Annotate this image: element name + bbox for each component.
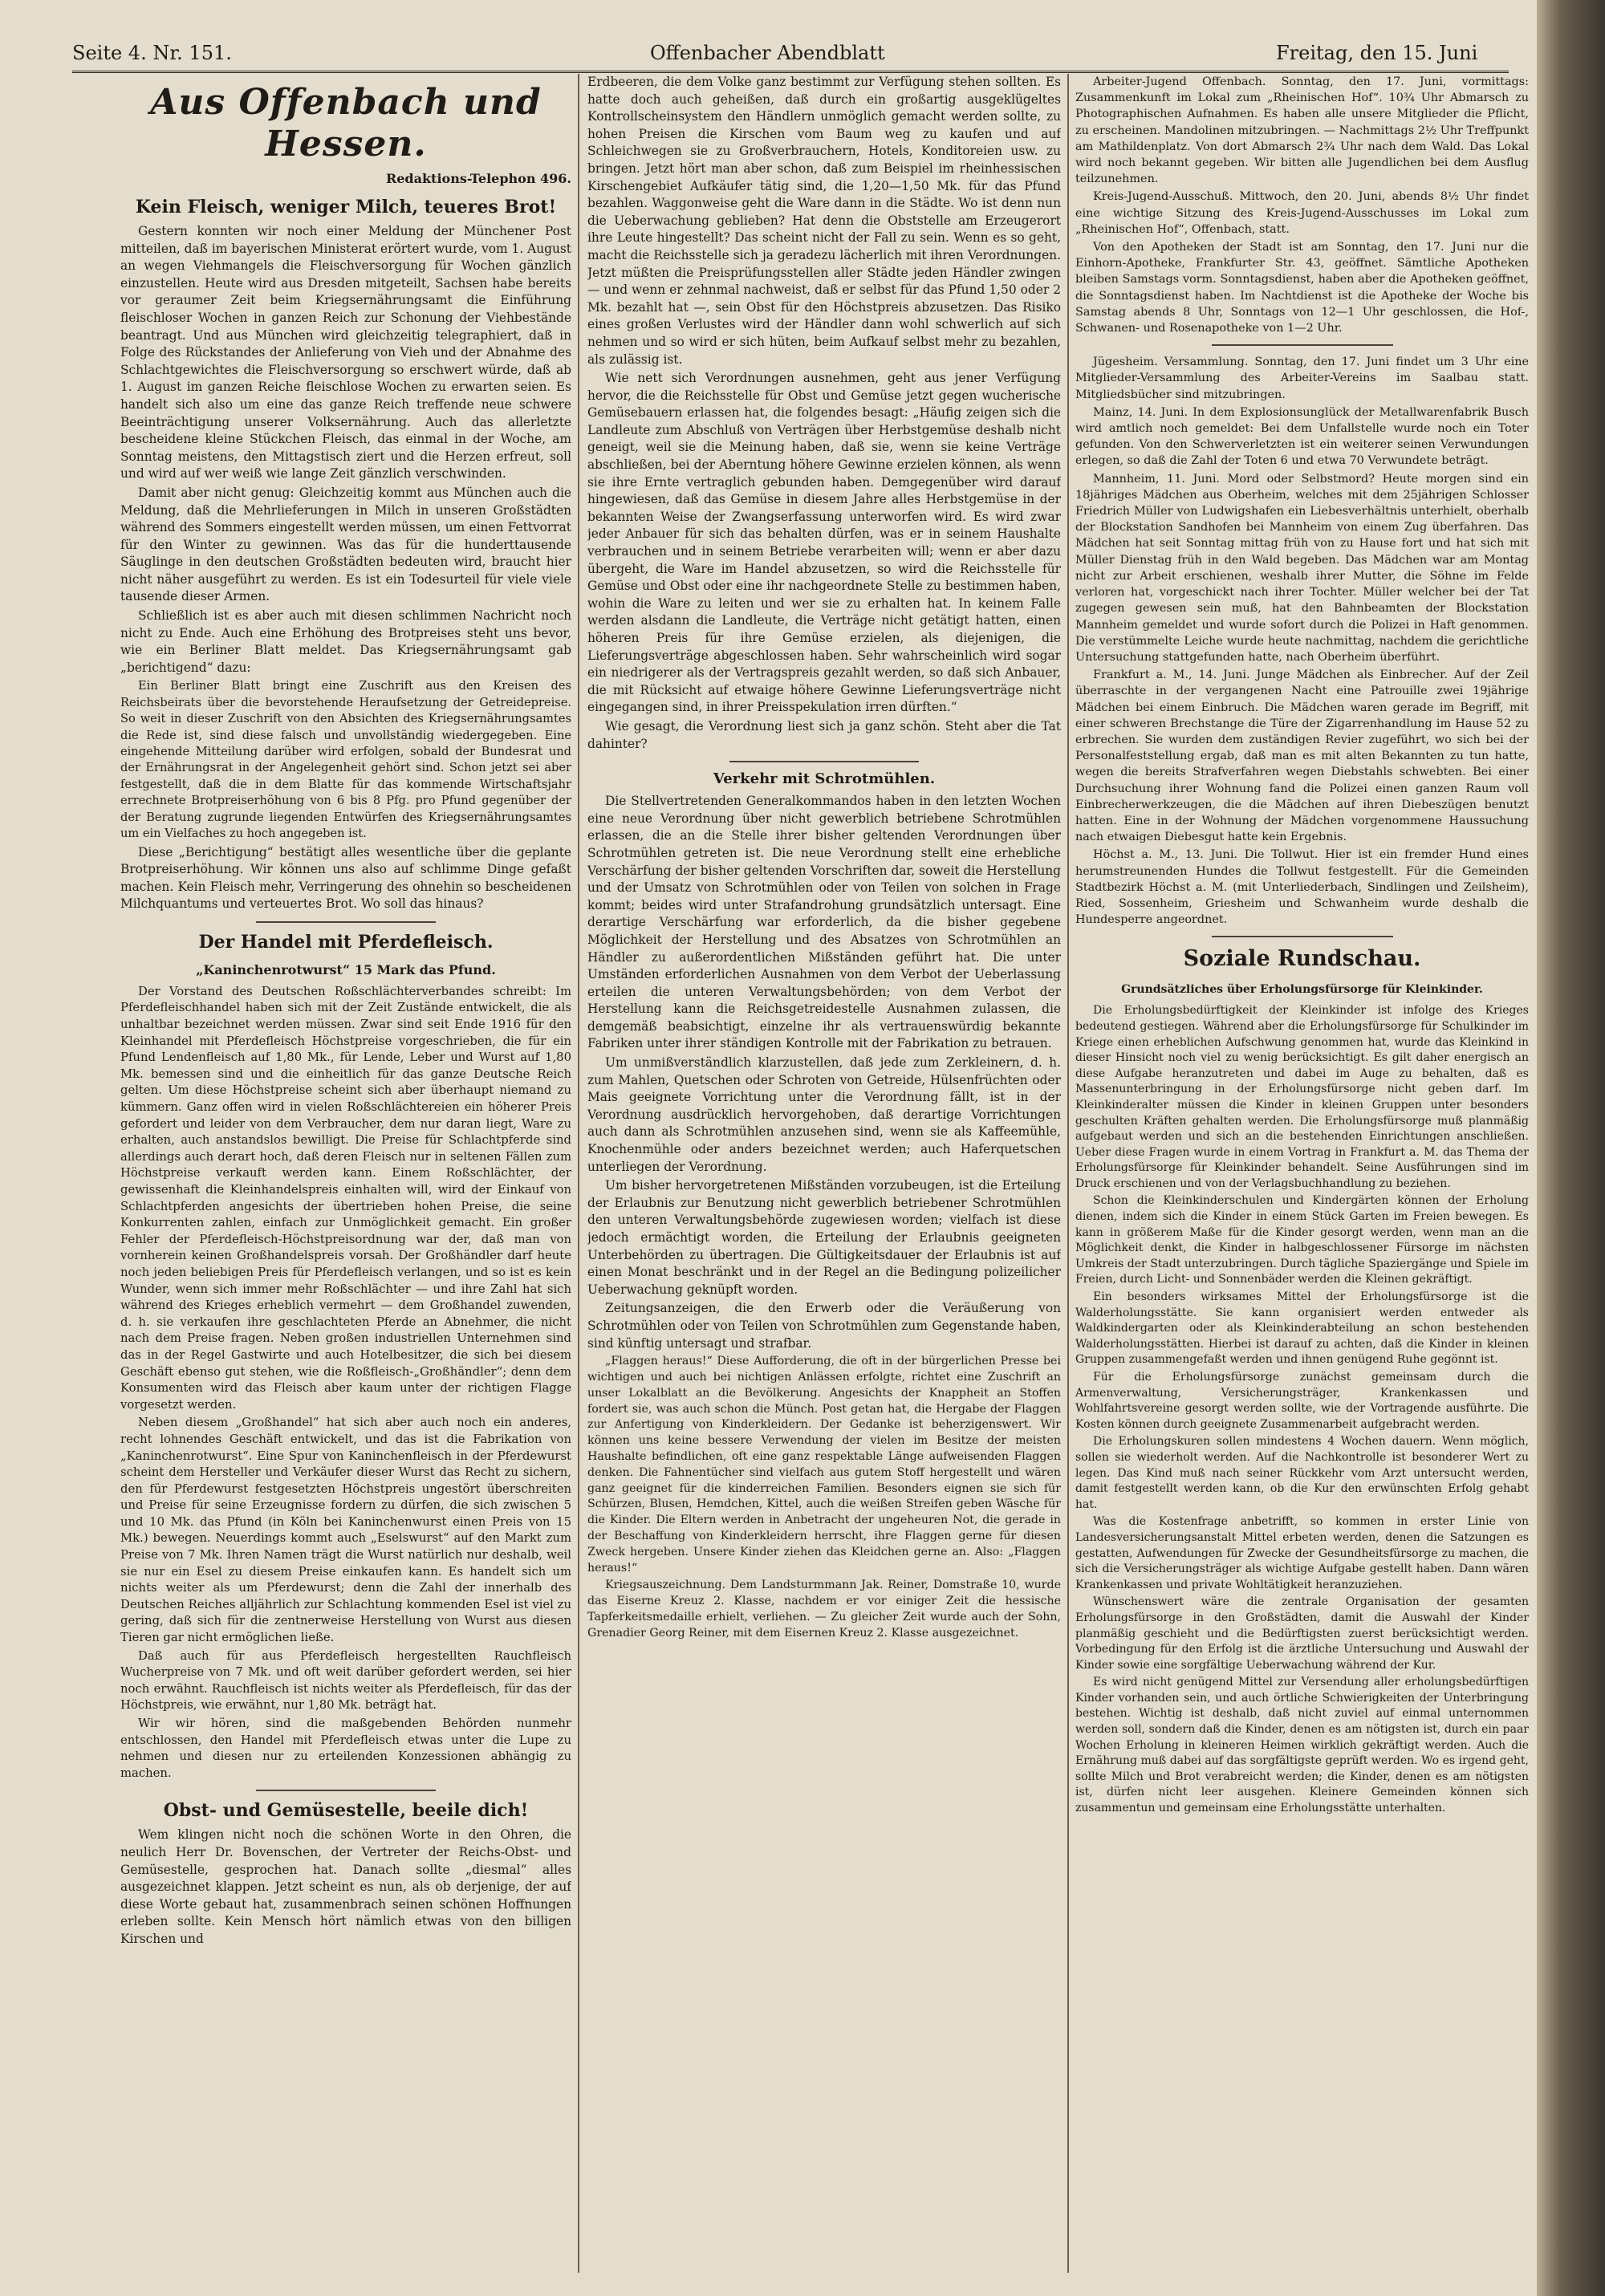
- article-paragraph: Wünschenswert wäre die zentrale Organisation der gesamten Erholungsfürsorge in den Großstädten, damit die Auswahl der Kinder planmäßig geschieht und die Bedürftigsten zuerst berücksichtigt werden. Vorbedingung für den Erfolg ist die ärztliche Untersuchung und Auswahl der Kinder sowie eine sorgfältige Ueberwachung während der Kur.: [1075, 1595, 1529, 1672]
- article-paragraph: Damit aber nicht genug: Gleichzeitig kommt aus München auch die Meldung, daß die Mehrlieferungen in Milch in unseren Großstädten während des Sommers eingestellt werden müssen, um einen Fettvorrat für den Winter zu gewinnen. Was das für die hunderttausende Säuglinge in den deutschen Großstädten bedeuten wird, braucht hier nicht näher ausgeführt zu werden. Es ist ein Todesurteil für viele viele tausende dieser Armen.: [120, 485, 571, 604]
- article-paragraph: Kriegsauszeichnung. Dem Landsturmmann Jak. Reiner, Domstraße 10, wurde das Eiserne Kreuz 2. Klasse, nachdem er vor einiger Zeit die hessische Tapferkeitsmedaille erhielt, verliehen. — Zu gleicher Zeit wurde auch der Sohn, Grenadier Georg Reiner, mit dem Eisernen Kreuz 2. Klasse ausgezeichnet.: [587, 1579, 1061, 1640]
- article-paragraph: Wie nett sich Verordnungen ausnehmen, geht aus jener Verfügung hervor, die die Reichsstelle für Obst und Gemüse jetzt gegen wucherische Gemüsebauern erlassen hat, die folgendes besagt: „Häufig zeigen sich die Landleute zum Abschluß von Verträgen über Herbstgemüse deshalb nicht geneigt, weil sie die Meinung haben, daß sie, wenn sie keine Verträge abschließen, bei der Aberntung höhere Gewinne erzielen können, als wenn sie ihre Ernte vertraglich gebunden haben. Demgegenüber wird darauf hingewiesen, daß das Gemüse in diesem Jahre alles Herbstgemüse in der bekannten Weise der Zwangserfassung unterworfen wird. Es wird zwar jeder Anbauer für sich das behalten dürfen, was er in seinem Haushalte verbrauchen und in seinem Betriebe verarbeiten will; wenn er aber dazu übergeht, die Ware im Handel abzusetzen, so wird die Reichsstelle für Gemüse und Obst oder eine ihr nachgeordnete Stelle zu bestimmen haben, wohin die Ware zu leiten und wer sie zu erhalten hat. In keinem Falle werden alsdann die Landleute, die Verträge nicht getätigt hatten, einen höheren Preis für ihre Gemüse erzielen, als diejenigen, die Lieferungsverträge abgeschlossen haben. Sehr wahrscheinlich wird sogar ein niedrigerer als der Vertragspreis gezahlt werden, so daß sich Anbauer, die mit Rücksicht auf etwaige höhere Gewinne Lieferungsverträge nicht eingegangen sind, in ihrer Preisspekulation irren dürften.“: [587, 371, 1061, 715]
- article-subheadline: Grundsätzliches über Erholungsfürsorge für Kleinkinder.: [1121, 983, 1483, 997]
- article-paragraph: Der Vorstand des Deutschen Roßschlächterverbandes schreibt: Im Pferdefleischhandel haben sich mit der Zeit Zustände entwickelt, die als unhaltbar bezeichnet werden müssen. Zwar sind seit Ende 1916 für den Kleinhandel mit Pferdefleisch Höchstpreise vorgeschrieben, die für ein Pfund Lendenfleisch auf 1,80 Mk., für Lende, Leber und Wurst auf 1,80 Mk. bemessen sind und die einheitlich für das ganze Deutsche Reich gelten. Um diese Höchstpreise scheint sich aber überhaupt niemand zu kümmern. Ganz offen wird in vielen Roßschlächtereien ein höherer Preis gefordert und leider von dem Verbraucher, dem nur daran liegt, Ware zu erhalten, auch anstandslos bewilligt. Die Preise für Schlachtpferde sind allerdings auch derart hoch, daß deren Fleisch nur in seltenen Fällen zum Höchstpreise verkauft werden kann. Einem Roßschlächter, der gewissenhaft die Kleinhandelspreis einhalten will, wird der Einkauf von Schlachtpferden angesichts der übertrieben hohen Preise, die seine Konkurrenten zahlen, einfach zur Unmöglichkeit gemacht. Ein großer Fehler der Pferdefleisch-Höchstpreisordnung war der, daß man von vornherein keinen Großhandelspreis vorsah. Der Großhändler darf heute noch jeden beliebigen Preis für Pferdefleisch verlangen, und so ist es kein Wunder, wenn sich immer mehr Roßschlächter — und ihre Zahl hat sich während des Krieges erheblich vermehrt — dem Großhandel zuwenden, d. h. sie verkaufen ihre geschlachteten Pferde an Abnehmer, die nicht nach dem Preise fragen. Neben großen industriellen Unternehmen sind das in der Regel Gastwirte und auch Hotelbesitzer, die sich bei diesem Geschäft ebenso gut stehen, wie die Roßfleisch-„Großhändler“; denn dem Konsumenten wird das Fleisch aber kaum unter der richtigen Flagge vorgesetzt werden.: [120, 984, 571, 1412]
- article-subheadline: „Kaninchenrotwurst“ 15 Mark das Pfund.: [196, 961, 496, 977]
- article-paragraph: Erdbeeren, die dem Volke ganz bestimmt zur Verfügung stehen sollten. Es hatte doch auch geheißen, daß durch ein großartig ausgeklügeltes Kontrollscheinsystem den Händlern unmöglich gemacht werden sollte, zu hohen Preisen die Kirschen vom Baum weg zu kaufen und auf Schleichwegen sie zu Großverbrauchern, Hotels, Konditoreien usw. zu bringen. Jetzt hört man aber schon, daß zum Beispiel im rheinhessischen Kirschengebiet Aufkäufer tätig sind, die 1,20—1,50 Mk. für das Pfund bezahlen. Waggonweise geht die Ware dann in die Städte. Wo ist denn nun die Ueberwachung geblieben? Hat denn die Obststelle am Erzeugerort ihre Leute hingestellt? Das scheint nicht der Fall zu sein. Wenn es so geht, macht die Reichsstelle sich ja geradezu lächerlich mit ihren Verordnungen. Jetzt müßten die Preisprüfungsstellen aller Städte jeden Händler zwingen — und wenn er zehnmal nachweist, daß er selbst für das Pfund 1,50 oder 2 Mk. bezahlt hat —, sein Obst für den Höchstpreis abzusetzen. Das Risiko eines großen Verlustes wird der Händler dann wohl schwerlich auf sich nehmen und so wird er sich hüten, beim Aufkauf selbst mehr zu bezahlen, als zulässig ist.: [587, 75, 1061, 367]
- column-rule: [578, 74, 579, 2273]
- column-1: [120, 74, 571, 2273]
- article-headline: Kein Fleisch, weniger Milch, teueres Brot!: [135, 197, 557, 217]
- article-headline: Der Handel mit Pferdefleisch.: [198, 931, 494, 953]
- article-paragraph: Was die Kostenfrage anbetrifft, so kommen in erster Linie von Landesversicherungsanstalt Mittel erbeten werden, denen die Satzungen es gestatten, Aufwendungen für Zwecke der Gesundheitsfürsorge zu machen, die sich die Versicherungsträger als wichtige Aufgabe gestellt haben. Dann wären Krankenkassen und private Wohltätigkeit heranzuziehen.: [1075, 1515, 1529, 1591]
- article-separator: [1212, 344, 1393, 346]
- notice-paragraph: Frankfurt a. M., 14. Juni. Junge Mädchen als Einbrecher. Auf der Zeil überraschte in der vergangenen Nacht eine Patrouille zwei 19jährige Mädchen bei einem Einbruch. Die Mädchen waren gerade im Begriff, mit einer schweren Brechstange die Türe der Zigarrenhandlung im Hause 52 zu erbrechen. Sie wurden dem zuständigen Revier zugeführt, wo sich bei der Personalfeststellung ergab, daß man es mit alten Bekannten zu tun hatte, wegen die bereits Strafverfahren wegen Diebstahls schwebten. Bei einer Durchsuchung ihrer Wohnung fand die Polizei einen ganzen Raum voll Einbrecherwerkzeugen, die die Mädchen auf ihren Diebeszügen benutzt hatten. Eine in der Wohnung der Mädchen vorgenommene Haussuchung nach etwaigen Diebesgut hatte kein Ergebnis.: [1075, 668, 1529, 844]
- article-paragraph: Um bisher hervorgetretenen Mißständen vorzubeugen, ist die Erteilung der Erlaubnis zur Benutzung nicht gewerblich betriebener Schrotmühlen den unteren Verwaltungsbehörde zugewiesen worden; vielfach ist diese jedoch ermächtigt worden, die Erteilung der Erlaubnis geeigneten Unterbehörden zu übertragen. Die Gültigkeitsdauer der Erlaubnis ist auf einen Monat beschränkt und in der Regel an die Bedingung polizeilicher Ueberwachung geknüpft worden.: [587, 1178, 1061, 1297]
- article-separator: [256, 1790, 437, 1791]
- notice-paragraph: Jügesheim. Versammlung. Sonntag, den 17. Juni findet um 3 Uhr eine Mitglieder-Versammlung des Arbeiter-Vereins im Saalbau statt. Mitgliedsbücher sind mitzubringen.: [1075, 356, 1529, 401]
- article-separator: [729, 761, 919, 762]
- article-paragraph: Ein besonders wirksames Mittel der Erholungsfürsorge ist die Walderholungsstätte. Sie kann organisiert werden entweder als Waldkindergarten oder als Kleinkinderabteilung an schon bestehenden Walderholungsstätten. Hierbei ist darauf zu achten, daß die Kinder in kleinen Gruppen zusammengefaßt werden und ihnen genügend Ruhe gegönnt ist.: [1075, 1290, 1529, 1367]
- article-paragraph: Diese „Berichtigung“ bestätigt alles wesentliche über die geplante Brotpreiserhöhung. Wir können uns also auf schlimme Dinge gefaßt machen. Kein Fleisch mehr, Verringerung des ohnehin so bescheidenen Milchquantums und verteuertes Brot. Wo soll das hinaus?: [120, 844, 571, 912]
- article-headline: Verkehr mit Schrotmühlen.: [713, 770, 936, 788]
- article-separator: [1212, 936, 1393, 937]
- article-paragraph: Neben diesem „Großhandel“ hat sich aber auch noch ein anderes, recht lohnendes Geschäft entwickelt, und das ist die Fabrikation von „Kaninchenrotwurst“. Eine Spur von Kaninchenfleisch in der Pferdewurst scheint dem Hersteller und Verkäufer dieser Wurst das Recht zu sichern, den für Pferdewurst festgesetzten Höchstpreis ungestört überschreiten und Preise für seine Erzeugnisse fordern zu dürfen, die sich zwischen 5 und 10 Mk. das Pfund (in Köln bei Kaninchenwurst einen Preis von 15 Mk.) bewegen. Neuerdings kommt auch „Eselswurst“ auf den Markt zum Preise von 7 Mk. Ihren Namen trägt die Wurst natürlich nur deshalb, weil sie nur ein Esel zu diesem Preise einkaufen kann. Es handelt sich um nichts weiter als um Pferdewurst; denn die Zahl der innerhalb des Deutschen Reiches alljährlich zur Schlachtung kommenden Esel ist viel zu gering, daß sich für die zentnerweise Herstellung von Wurst aus diesen Tieren gar nicht ermöglichen ließe.: [120, 1416, 571, 1645]
- article-paragraph: Zeitungsanzeigen, die den Erwerb oder die Veräußerung von Schrotmühlen oder von Teilen von Schrotmühlen zum Gegenstande haben, sind künftig untersagt und strafbar.: [587, 1301, 1061, 1351]
- article-paragraph: Die Stellvertretenden Generalkommandos haben in den letzten Wochen eine neue Verordnung über nicht gewerblich betriebene Schrotmühlen erlassen, die an die Stelle ihrer bisher geltenden Verordnungen über Schrotmühlen getreten ist. Die neue Verordnung stellt eine erhebliche Verschärfung der bisher geltenden Vorschriften dar, soweit die Herstellung und der Umsatz von Schrotmühlen oder von Teilen von solchen in Frage kommt; beides wird unter Strafandrohung grundsätzlich untersagt. Eine derartige Verschärfung war erforderlich, da die bisher gegebene Möglichkeit der Herstellung und des Absatzes von Schrotmühlen an Händler zu außerordentlichen Mißständen geführt hat. Die unter Umständen erforderlichen Ausnahmen von dem Verbot der Ueberlassung erteilen die unteren Verwaltungsbehörden; von dem Verbot der Herstellung kann die Reichsgetreidestelle Ausnahmen zulassen, die demgemäß beabsichtigt, einzelne ihr als vertrauenswürdig bekannte Fabriken unter ihrer ständigen Kontrolle mit der Fabrikation zu betrauen.: [587, 794, 1061, 1051]
- section-title: Soziale Rundschau.: [1183, 946, 1421, 972]
- article-paragraph: Um unmißverständlich klarzustellen, daß jede zum Zerkleinern, d. h. zum Mahlen, Quetschen oder Schroten von Getreide, Hülsenfrüchten oder Mais geeignete Vorrichtung unter die Verordnung fällt, ist in der Verordnung ausdrücklich hervorgehoben, daß derartige Vorrichtungen auch dann als Schrotmühlen anzusehen sind, wenn sie als Kaffeemühle, Knochenmühle oder anders bezeichnet werden; auch Haferquetschen unterliegen der Verordnung.: [587, 1055, 1061, 1174]
- article-separator: [256, 921, 437, 923]
- header-page-number: Seite 4. Nr. 151.: [72, 42, 232, 64]
- header-date: Freitag, den 15. Juni: [1276, 42, 1478, 64]
- article-paragraph: Schon die Kleinkinderschulen und Kindergärten können der Erholung dienen, indem sich die Kinder in einem Stück Garten im Freien bewegen. Es kann in größerem Maße für die Kinder gesorgt werden, wenn man an die Möglichkeit denkt, die Kinder in halbgeschlossener Fürsorge im nächsten Umkreis der Stadt unterzubringen. Durch tägliche Spaziergänge und Spiele im Freien, durch Licht- und Sonnenbäder werden die Kleinen gekräftigt.: [1075, 1194, 1529, 1286]
- notice-paragraph: Mannheim, 11. Juni. Mord oder Selbstmord? Heute morgen sind ein 18jähriges Mädchen aus Oberheim, welches mit dem 25jährigen Schlosser Friedrich Müller von Ludwigshafen ein Liebesverhältnis unterhielt, oberhalb der Blockstation Sandhofen bei Mannheim von einem Zug überfahren. Das Mädchen hat seit Sonntag mittag früh von zu Hause fort und hat sich mit Müller Dienstag früh in den Wald begeben. Das Mädchen war am Montag nicht zur Arbeit erschienen, weshalb ihrer Mutter, die Söhne im Felde verloren hat, vorgeschickt nach ihrer Tochter. Müller welcher bei der Tat zugegen gewesen sein muß, hat den Bahnbeamten der Blockstation Mannheim gemeldet und wurde sofort durch die Polizei in Haft genommen. Die verstümmelte Leiche wurde heute nachmittag, nachdem die gerichtliche Untersuchung stattgefunden hatte, nach Oberheim überführt.: [1075, 472, 1529, 664]
- notice-paragraph: Kreis-Jugend-Ausschuß. Mittwoch, den 20. Juni, abends 8½ Uhr findet eine wichtige Sitzung des Kreis-Jugend-Ausschusses im Lokal zum „Rheinischen Hof“, Offenbach, statt.: [1075, 190, 1529, 236]
- article-paragraph: Für die Erholungsfürsorge zunächst gemeinsam durch die Armenverwaltung, Versicherungsträger, Krankenkassen und Wohlfahrtsvereine gesorgt werden sollte, wie der Vortragende ausführte. Die Kosten können durch geeignete Zusammenarbeit aufgebracht werden.: [1075, 1371, 1529, 1431]
- article-paragraph: Die Erholungskuren sollen mindestens 4 Wochen dauern. Wenn möglich, sollen sie wiederholt werden. Auf die Nachkontrolle ist besonderer Wert zu legen. Das Kind muß nach seiner Rückkehr vom Arzt untersucht werden, damit festgestellt werden kann, ob die Kur den erwünschten Erfolg gehabt hat.: [1075, 1435, 1529, 1511]
- column-3: [1075, 74, 1529, 2273]
- column-rule: [1067, 74, 1069, 2273]
- article-paragraph: Schließlich ist es aber auch mit diesen schlimmen Nachricht noch nicht zu Ende. Auch eine Erhöhung des Brotpreises steht uns bevor, wie ein Berliner Blatt meldet. Das Kriegsernährungsamt gab „berichtigend“ dazu:: [120, 608, 571, 675]
- article-paragraph: Es wird nicht genügend Mittel zur Versendung aller erholungsbedürftigen Kinder vorhanden sein, und auch örtliche Schwierigkeiten der Unterbringung bestehen. Wichtig ist deshalb, daß nicht zuviel auf einmal unternommen werden soll, sondern daß die Kinder, denen es am nötigsten ist, durch ein paar Wochen Erholung in kleineren Heimen wirklich gekräftigt werden. Auch die Ernährung muß dabei auf das sorgfältigste geprüft werden. Wo es irgend geht, sollte Milch und Brot verabreicht werden; die Kinder, denen es am nötigsten ist, dürfen nicht leer ausgehen. Kleinere Gemeinden können sich zusammentun und gemeinsam eine Erholungsstätte unterhalten.: [1075, 1676, 1529, 1815]
- book-binding-edge: [1537, 0, 1605, 2296]
- notice-paragraph: Mainz, 14. Juni. In dem Explosionsunglück der Metallwarenfabrik Busch wird amtlich noch gemeldet: Bei dem Unfallstelle wurde noch ein Toter gefunden. Von den Schwerverletzten ist ein weiterer seinen Verwundungen erlegen, so daß die Zahl der Toten 6 und etwa 70 Verwundete beträgt.: [1075, 405, 1529, 468]
- article-paragraph: Wir wir hören, sind die maßgebenden Behörden nunmehr entschlossen, den Handel mit Pferdefleisch etwas unter die Lupe zu nehmen und diesen nur zu erteilenden Konzessionen abhängig zu machen.: [120, 1717, 571, 1780]
- page-header: [72, 39, 1509, 73]
- editorial-phone: Redaktions-Telephon 496.: [385, 171, 571, 186]
- section-title: Aus Offenbach und Hessen.: [150, 82, 542, 165]
- article-paragraph: Daß auch für aus Pferdefleisch hergestellten Rauchfleisch Wucherpreise von 7 Mk. und oft weit darüber gefordert werden, sei hier noch erwähnt. Rauchfleisch ist nichts weiter als Pferdefleisch, für das der Höchstpreis, wie erwähnt, nur 1,80 Mk. beträgt hat.: [120, 1648, 571, 1713]
- header-paper-title: Offenbacher Abendblatt: [650, 42, 885, 64]
- article-quote: Ein Berliner Blatt bringt eine Zuschrift aus den Kreisen des Reichsbeirats über die bevorstehende Heraufsetzung der Getreidepreise. So weit in dieser Zuschrift von den Absichten des Kriegsernährungsamtes die Rede ist, sind diese falsch und unvollständig wiedergegeben. Eine eingehende Mitteilung darüber wird erfolgen, sobald der Bundesrat und der Ernährungsrat in der Angelegenheit gehört sind. Schon jetzt sei aber festgestellt, daß die in dem Blatte für das kommende Wirtschaftsjahr errechnete Brotpreiserhöhung von 6 bis 8 Pfg. pro Pfund gegenüber der der Beratung zugrunde liegenden Entwürfen des Kriegsernährungsamtes um ein Vielfaches zu hoch angegeben ist.: [120, 679, 571, 841]
- notice-paragraph: Arbeiter-Jugend Offenbach. Sonntag, den 17. Juni, vormittags: Zusammenkunft im Lokal zum „Rheinischen Hof“. 10¾ Uhr Abmarsch zu Photographischen Aufnahmen. Es haben alle unsere Mitglieder die Pflicht, zu erscheinen. Mandolinen mitzubringen. — Nachmittags 2½ Uhr Treffpunkt am Mathildenplatz. Von dort Abmarsch 2¾ Uhr nach dem Wald. Das Lokal wird noch bekannt gegeben. Wir bitten alle Jugendlichen bei dem Ausflug teilzunehmen.: [1075, 75, 1529, 186]
- column-2: [587, 74, 1061, 2273]
- article-paragraph: Wie gesagt, die Verordnung liest sich ja ganz schön. Steht aber die Tat dahinter?: [587, 718, 1061, 751]
- article-paragraph: „Flaggen heraus!“ Diese Aufforderung, die oft in der bürgerlichen Presse bei wichtigen und auch bei nichtigen Anlässen erfolgte, richtet eine Zuschrift an unser Lokalblatt an die Bevölkerung. Angesichts der Knappheit an Stoffen fordert sie, was auch schon die Münch. Post getan hat, die Hergabe der Flaggen zur Anfertigung von Kinderkleidern. Der Gedanke ist beherzigenswert. Wir können uns keine bessere Verwendung der vielen im Besitze der meisten Haushalte befindlichen, oft eine ganz respektable Länge aufweisenden Flaggen denken. Die Fahnentücher sind vielfach aus gutem Stoff hergestellt und wären ganz geeignet für die kinderreichen Familien. Besonders eignen sie sich für Schürzen, Blusen, Hemdchen, Kittel, auch die weißen Streifen geben Wäsche für die Kinder. Die Eltern werden in Anbetracht der ungeheuren Not, die gerade in der Beschaffung von Kinderkleidern herrscht, ihre Flaggen gerne für diesen Zweck hergeben. Unsere Kinder ziehen das Kleidchen gerne an. Also: „Flaggen heraus!“: [587, 1355, 1061, 1575]
- article-paragraph: Die Erholungsbedürftigkeit der Kleinkinder ist infolge des Krieges bedeutend gestiegen. Während aber die Erholungsfürsorge für Schulkinder im Kriege einen erheblichen Aufschwung genommen hat, wurde das Kleinkind in dieser Hinsicht noch viel zu wenig berücksichtigt. Es gilt daher energisch an diese Aufgabe heranzutreten und dabei im Auge zu behalten, daß es Massenunterbringung in der Erholungsfürsorge nicht geben darf. Im Kleinkinderalter müssen die Kinder in kleinen Gruppen unter besonders geschulten Kräften gehalten werden. Die Erholungsfürsorge muß planmäßig aufgebaut werden und sich an die bestehenden Einrichtungen anschließen. Ueber diese Fragen wurde in einem Vortrag in Frankfurt a. M. das Thema der Erholungsfürsorge für Kleinkinder behandelt. Seine Ausführungen sind im Druck erschienen und von der Verlagsbuchhandlung zu beziehen.: [1075, 1004, 1529, 1190]
- article-paragraph: Gestern konnten wir noch einer Meldung der Münchener Post mitteilen, daß im bayerischen Ministerat erörtert wurde, vom 1. August an wegen Viehmangels die Fleischversorgung für Wochen gänzlich einzustellen. Heute wird aus Dresden mitgeteilt, Sachsen habe bereits vor geraumer Zeit beim Kriegsernährungsamt die Einführung fleischloser Wochen in ganzen Reich zur Schonung der Viehbestände beantragt. Und aus München wird gleichzeitig telegraphiert, daß in Folge des Rückstandes der Anlieferung von Vieh und der Abnahme des Schlachtgewichtes die Fleischversorgung so erschwert würde, daß ab 1. August im ganzen Reiche fleischlose Wochen zu erwarten seien. Es handelt sich also um eine das ganze Reich treffende neue schwere Beeinträchtigung unserer Volksernährung. Auch das allerletzte bescheidene kleine Stückchen Fleisch, das einmal in der Woche, am Sonntag meistens, den Mittagstisch ziert und die Herzen erfreut, soll und wird auf wer weiß wie lange Zeit gänzlich verschwinden.: [120, 224, 571, 482]
- article-paragraph: Wem klingen nicht noch die schönen Worte in den Ohren, die neulich Herr Dr. Bovenschen, der Vertreter der Reichs-Obst- und Gemüsestelle, gesprochen hat. Danach sollte „diesmal“ alles ausgezeichnet klappen. Jetzt scheint es nun, als ob derjenige, der auf diese Worte gebaut hat, zusammenbrach seinen schönen Hoffnungen erleben sollte. Kein Mensch hört nämlich etwas von den billigen Kirschen und: [120, 1827, 571, 1946]
- notice-paragraph: Höchst a. M., 13. Juni. Die Tollwut. Hier ist ein fremder Hund eines herumstreunenden Hundes die Tollwut festgestellt. Für die Gemeinden Stadtbezirk Höchst a. M. (mit Unterliederbach, Sindlingen und Zeilsheim), Ried, Sossenheim, Griesheim und Schwanheim wurde deshalb die Hundesperre angeordnet.: [1075, 848, 1529, 927]
- article-headline: Obst- und Gemüsestelle, beeile dich!: [163, 1800, 529, 1822]
- notice-paragraph: Von den Apotheken der Stadt ist am Sonntag, den 17. Juni nur die Einhorn-Apotheke, Frankfurter Str. 43, geöffnet. Sämtliche Apotheken bleiben Samstags vorm. Sonntagsdienst, haben aber die Apotheken geöffnet, die Sonntagsdienst haben. Im Nachtdienst ist die Apotheke der Woche bis Samstag abends 8 Uhr, Sonntags von 12—1 Uhr geschlossen, die Hof-, Schwanen- und Rosenapotheke von 1—2 Uhr.: [1075, 241, 1529, 335]
